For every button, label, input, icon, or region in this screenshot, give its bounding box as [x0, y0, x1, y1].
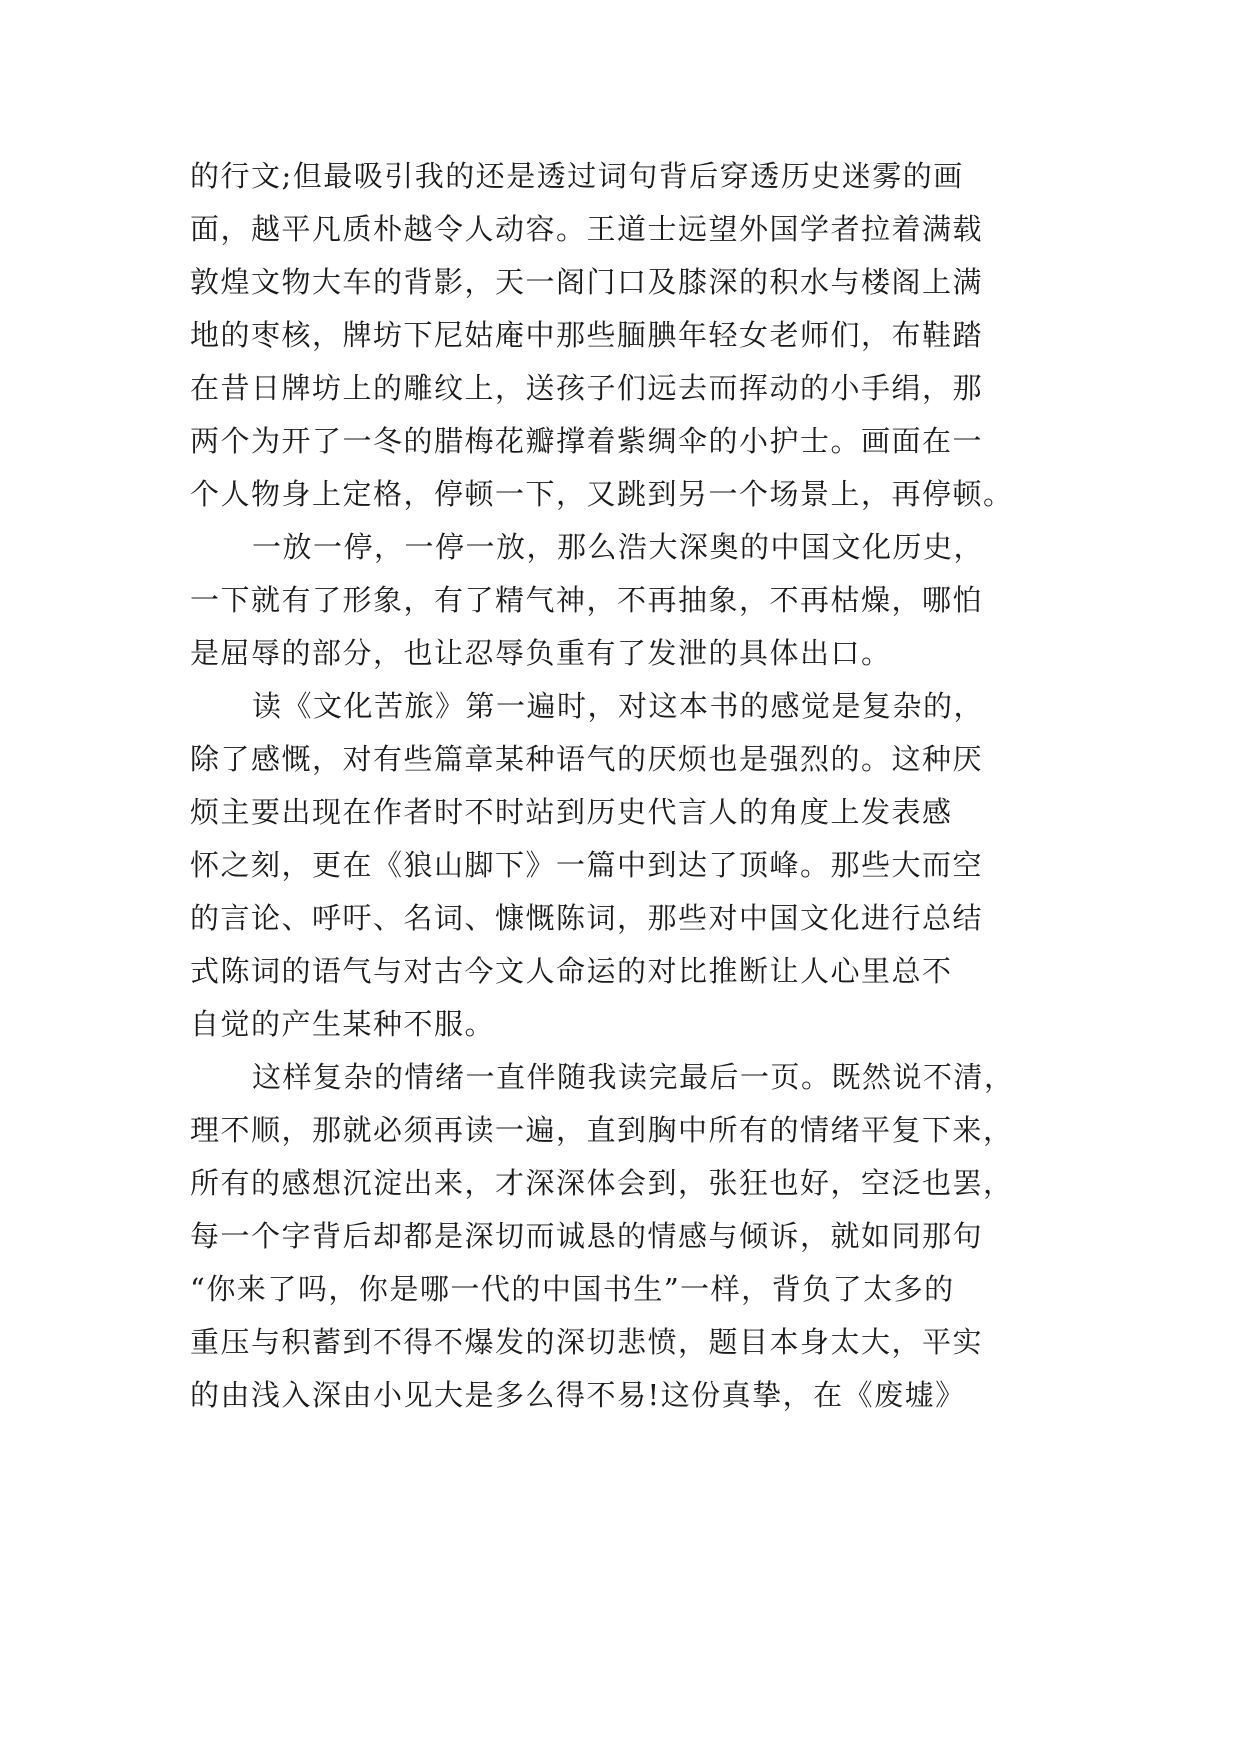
text-line: “你来了吗，你是哪一代的中国书生”一样，背负了太多的: [190, 1272, 955, 1306]
text-line: 的行文;但最吸引我的还是透过词句背后穿透历史迷雾的画: [190, 159, 964, 193]
paragraph-first-line: 读《文化苦旅》第一遍时，对这本书的感觉是复杂的，: [252, 689, 985, 723]
paragraph-first-line: 这样复杂的情绪一直伴随我读完最后一页。既然说不清，: [252, 1060, 1015, 1094]
text-line: 地的枣核，牌坊下尼姑庵中那些腼腆年轻女老师们，布鞋踏: [190, 318, 984, 352]
text-line: 个人物身上定格，停顿一下，又跳到另一个场景上，再停顿。: [190, 477, 1014, 511]
text-line: 除了感慨，对有些篇章某种语气的厌烦也是强烈的。这种厌: [190, 742, 984, 776]
text-line: 怀之刻，更在《狼山脚下》一篇中到达了顶峰。那些大而空: [190, 848, 984, 882]
text-line: 的言论、呼吁、名词、慷慨陈词，那些对中国文化进行总结: [190, 901, 984, 935]
body-text: [190, 150, 1050, 1422]
paragraph-first-line: 一放一停，一停一放，那么浩大深奥的中国文化历史，: [252, 530, 985, 564]
text-line: 式陈词的语气与对古今文人命运的对比推断让人心里总不: [190, 954, 953, 988]
text-line: 敦煌文物大车的背影，天一阁门口及膝深的积水与楼阁上满: [190, 265, 984, 299]
text-line: 在昔日牌坊上的雕纹上，送孩子们远去而挥动的小手绢，那: [190, 371, 984, 405]
text-line: 一下就有了形象，有了精气神，不再抽象，不再枯燥，哪怕: [190, 583, 984, 617]
text-line: 是屈辱的部分，也让忍辱负重有了发泄的具体出口。: [190, 636, 892, 670]
text-line: 自觉的产生某种不服。: [190, 1007, 496, 1041]
text-line: 面，越平凡质朴越令人动容。王道士远望外国学者拉着满载: [190, 212, 984, 246]
text-line: 烦主要出现在作者时不时站到历史代言人的角度上发表感: [190, 795, 953, 829]
text-line: 所有的感想沉淀出来，才深深体会到，张狂也好，空泛也罢，: [190, 1166, 1014, 1200]
text-line: 的由浅入深由小见大是多么得不易!这份真挚，在《废墟》: [190, 1378, 966, 1412]
text-line: 每一个字背后却都是深切而诚恳的情感与倾诉，就如同那句: [190, 1219, 984, 1253]
text-line: 理不顺，那就必须再读一遍，直到胸中所有的情绪平复下来，: [190, 1113, 1014, 1147]
text-line: 重压与积蓄到不得不爆发的深切悲愤，题目本身太大，平实: [190, 1325, 984, 1359]
text-line: 两个为开了一冬的腊梅花瓣撑着紫绸伞的小护士。画面在一: [190, 424, 984, 458]
